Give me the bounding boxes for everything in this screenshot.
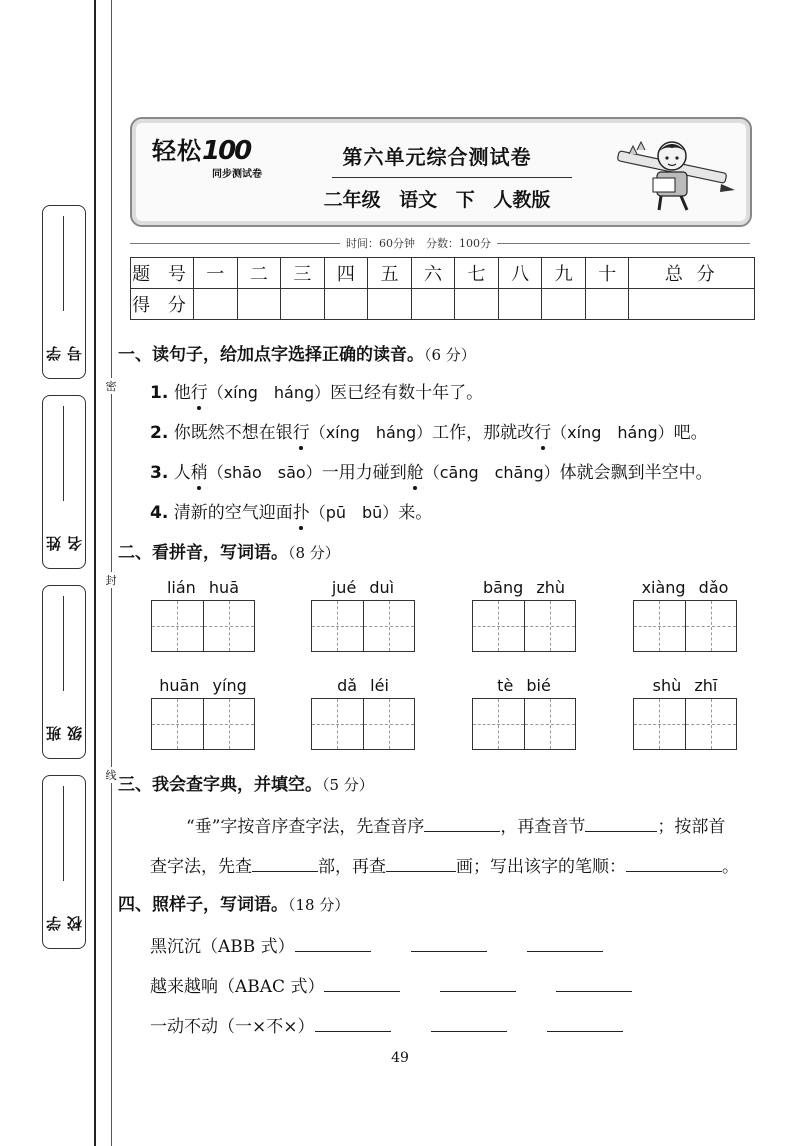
answer-blank[interactable] — [386, 853, 456, 872]
answer-blank[interactable] — [324, 973, 400, 992]
pinyin-word-box[interactable]: jué duì — [311, 578, 415, 652]
student-id-field[interactable] — [42, 205, 86, 379]
s4-row-2: 越来越响（ABAC 式） — [150, 972, 632, 997]
pinyin-word-box[interactable]: xiàng dǎo — [633, 578, 737, 652]
score-cell[interactable] — [368, 289, 412, 320]
score-cell[interactable] — [585, 289, 629, 320]
pinyin-word-box[interactable]: bāng zhù — [472, 578, 576, 652]
header-banner — [130, 117, 752, 227]
score-cell-total[interactable] — [629, 289, 755, 320]
s4-row-3: 一动不动（一×不×） — [150, 1012, 623, 1037]
score-col-2: 二 — [237, 258, 281, 289]
score-table — [130, 257, 755, 320]
answer-blank[interactable] — [626, 853, 722, 872]
score-col-3: 三 — [281, 258, 325, 289]
s1-item-3: 3. 人稍（shāo sāo）一用力碰到舱（cāng chāng）体就会飘到半空中。 — [150, 463, 713, 483]
pinyin-word-box[interactable]: dǎ léi — [311, 676, 415, 750]
section1-title: 一、读句子，给加点字选择正确的读音。（6 分） — [118, 345, 476, 365]
score-table-score-row — [131, 289, 755, 320]
boy-with-pen-illustration — [617, 134, 737, 214]
seal-mark-mi: 密 — [102, 378, 120, 394]
brand-subtitle: 同步测试卷 — [212, 169, 262, 180]
answer-blank[interactable] — [424, 813, 500, 832]
score-col-8: 八 — [498, 258, 542, 289]
school-field[interactable] — [42, 775, 86, 949]
score-col-total: 总 分 — [629, 258, 755, 289]
s4-row-1: 黑沉沉（ABB 式） — [150, 932, 603, 957]
score-cell[interactable] — [542, 289, 586, 320]
score-col-9: 九 — [542, 258, 586, 289]
score-cell[interactable] — [324, 289, 368, 320]
answer-blank[interactable] — [315, 1013, 391, 1032]
pinyin-word-box[interactable]: shù zhī — [633, 676, 737, 750]
score-cell[interactable] — [194, 289, 238, 320]
section4-title: 四、照样子，写词语。（18 分） — [118, 895, 350, 915]
s1-item-1: 1. 他行（xíng háng）医已经有数十年了。 — [150, 383, 484, 403]
pinyin-word-box[interactable]: lián huā — [151, 578, 255, 652]
binding-line-outer — [94, 0, 96, 1146]
answer-blank[interactable] — [295, 933, 371, 952]
seal-mark-feng: 封 — [102, 572, 120, 588]
s1-item-4: 4. 清新的空气迎面扑（pū bū）来。 — [150, 503, 433, 523]
answer-blank[interactable] — [556, 973, 632, 992]
score-col-6: 六 — [411, 258, 455, 289]
student-name-label: 姓 名 — [45, 528, 84, 551]
answer-blank[interactable] — [527, 933, 603, 952]
section3-title: 三、我会查字典，并填空。（5 分） — [118, 775, 374, 795]
s3-line-2: 查字法，先查 部，再查 画；写出该字的笔顺： 。 — [150, 852, 739, 877]
exam-info: 时间：60分钟 分数：100分 — [340, 235, 497, 251]
answer-blank[interactable] — [585, 813, 657, 832]
s3-line-1: “垂”字按音序查字法，先查音序 ，再查音节 ；按部首 — [186, 812, 725, 837]
answer-blank[interactable] — [440, 973, 516, 992]
seal-mark-xian: 线 — [102, 767, 120, 783]
class-label: 班 级 — [45, 718, 84, 741]
score-col-1: 一 — [194, 258, 238, 289]
brand-logo: 轻松100 同步测试卷 — [152, 136, 262, 180]
score-col-10: 十 — [585, 258, 629, 289]
answer-blank[interactable] — [547, 1013, 623, 1032]
class-field[interactable] — [42, 585, 86, 759]
score-col-4: 四 — [324, 258, 368, 289]
score-cell[interactable] — [411, 289, 455, 320]
score-header-label: 题 号 — [131, 258, 194, 289]
score-row-label: 得 分 — [131, 289, 194, 320]
score-table-header-row — [131, 258, 755, 289]
pinyin-word-box[interactable]: huān yíng — [151, 676, 255, 750]
score-cell[interactable] — [281, 289, 325, 320]
s1-item-2: 2. 你既然不想在银行（xíng háng）工作，那就改行（xíng háng）吧。 — [150, 423, 708, 443]
pinyin-word-box[interactable]: tè bié — [472, 676, 576, 750]
answer-blank[interactable] — [431, 1013, 507, 1032]
school-label: 学 校 — [45, 908, 84, 931]
exam-title: 第六单元综合测试卷 — [342, 145, 532, 169]
score-cell[interactable] — [455, 289, 499, 320]
answer-blank[interactable] — [252, 853, 318, 872]
student-id-label: 学 号 — [45, 338, 84, 361]
page-number: 49 — [391, 1050, 409, 1066]
section2-title: 二、看拼音，写词语。（8 分） — [118, 543, 340, 563]
score-col-5: 五 — [368, 258, 412, 289]
score-cell[interactable] — [498, 289, 542, 320]
student-name-field[interactable] — [42, 395, 86, 569]
score-cell[interactable] — [237, 289, 281, 320]
exam-subtitle: 二年级 语文 下 人教版 — [323, 189, 551, 211]
score-col-7: 七 — [455, 258, 499, 289]
answer-blank[interactable] — [411, 933, 487, 952]
